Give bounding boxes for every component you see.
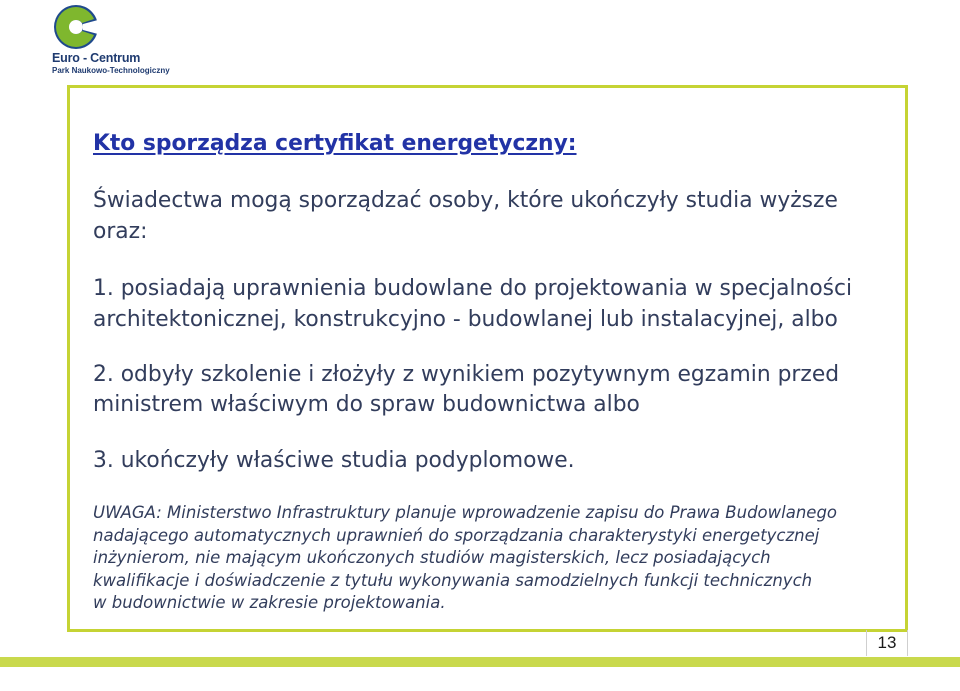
page-number: 13 [877,633,897,652]
list-item-3 [93,445,575,476]
intro-line: oraz: [93,219,148,244]
logo-subtitle: Park Naukowo-Technologiczny [52,66,170,75]
note-line: UWAGA: Ministerstwo Infrastruktury planuje wprowadzenie zapisu do Prawa Budowlanego [93,503,838,522]
list-item-line: architektonicznej, konstrukcyjno - budowlanej lub instalacyjnej, albo [93,307,838,332]
note-line: inżynierom, nie mającym ukończonych studiów magisterskich, lecz posiadających [93,548,771,567]
intro-paragraph [93,185,838,247]
list-item-2 [93,360,839,420]
note-line: w budownictwie w zakresie projektowania. [93,593,446,612]
list-item-line: 2. odbyły szkolenie i złożyły z wynikiem pozytywnym egzamin przed [93,362,840,387]
note-line: kwalifikacje i doświadczenie z tytułu wykonywania samodzielnych funkcji technicznych [93,570,813,590]
note-paragraph [93,502,837,615]
slide-title: Kto sporządza certyfikat energetyczny: [93,131,577,156]
list-item-line: 3. ukończyły właściwe studia podyplomowe. [93,448,575,473]
list-item-1 [93,273,852,335]
list-item-line: ministrem właściwym do spraw budownictwa albo [93,392,640,417]
logo-name: Euro - Centrum [52,51,141,65]
intro-line: Świadectwa mogą sporządzać osoby, które ukończyły studia wyższe [93,188,838,213]
list-item-line: 1. posiadają uprawnienia budowlane do projektowania w specjalności [93,276,853,301]
euro-centrum-logo-icon [52,3,100,51]
footer-bar [0,657,960,667]
note-line: nadającego automatycznych uprawnień do sporządzania charakterystyki energetycznej [93,525,820,545]
